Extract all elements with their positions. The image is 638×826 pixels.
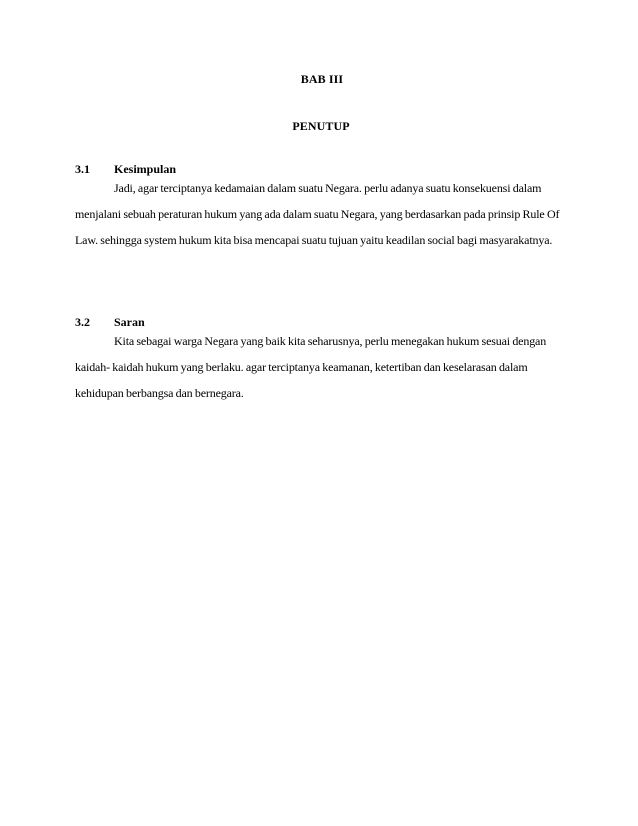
section-paragraph-saran: Kita sebagai warga Negara yang baik kita seharusnya, perlu menegakan hukum sesuai dengan kaidah- kaidah hukum yang berlaku. agar terciptanya keamanan, ketertiban dan keselarasan dalam kehidupan berbangsa dan bernegara. [75, 334, 547, 400]
section-paragraph-kesimpulan: Jadi, agar terciptanya kedamaian dalam suatu Negara. perlu adanya suatu konsekuensi dalam menjalani sebuah peraturan hukum yang ada dalam suatu Negara, yang berdasarkan pada prinsip Rule Of Law. sehingga system hukum kita bisa mencapai suatu tujuan yaitu keadilan social bagi masyarakatnya. [75, 181, 560, 247]
section-number: 3.1 [75, 162, 90, 176]
section-title: Saran [114, 315, 145, 329]
section-title: Kesimpulan [114, 162, 177, 176]
section-number: 3.2 [75, 315, 90, 329]
chapter-label: BAB III [300, 72, 344, 86]
chapter-title: PENUTUP [292, 119, 350, 133]
